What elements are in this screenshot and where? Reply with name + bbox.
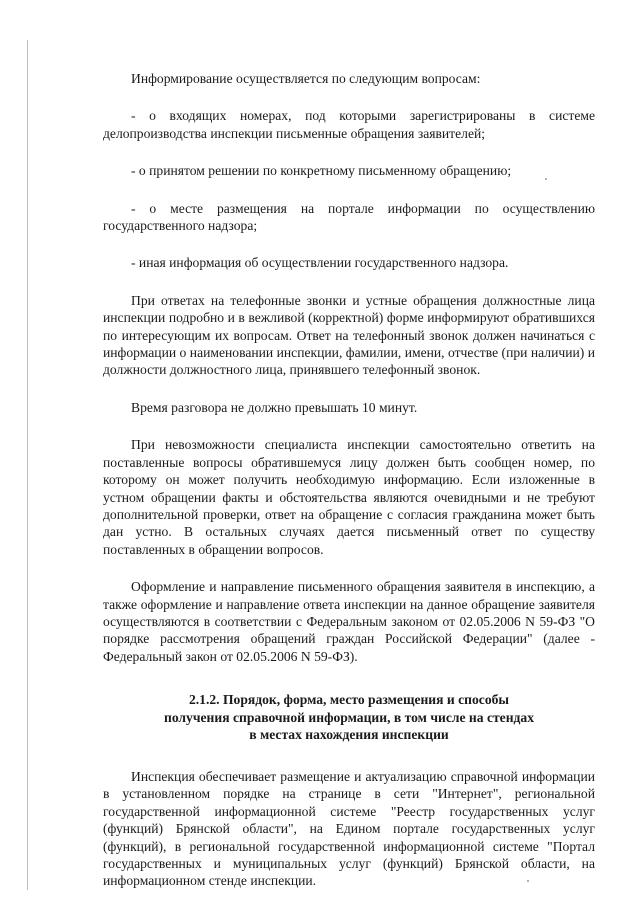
paragraph: Оформление и направление письменного обращения заявителя в инспекцию, а также оформление и направление ответа инспекции на данное обращение заявителя осуществляются в соответствии с Федеральным законом от 02.05.2006 N 59-ФЗ "О порядке рассмотрения обращений граждан Российской Федерации" (далее - Федеральный закон от 02.05.2006 N 59-ФЗ). (103, 579, 595, 664)
paragraph: - о входящих номерах, под которыми зарегистрированы в системе делопроизводства инспекции письменные обращения заявителей; (103, 108, 595, 141)
paragraph: - о месте размещения на портале информации по осуществлению государственного надзора; (103, 200, 595, 234)
section-heading-line: в местах нахождения инспекции (249, 727, 449, 743)
scan-speck (545, 178, 547, 180)
section-heading (103, 691, 595, 744)
scan-margin-line (27, 40, 28, 890)
paragraph: Информирование осуществляется по следующим вопросам: (131, 71, 481, 86)
section-heading-line: 2.1.2. Порядок, форма, место размещения и способы (188, 692, 510, 708)
paragraph: - о принятом решении по конкретному письменному обращению; (131, 163, 512, 179)
paragraph: - иная информация об осуществлении государственного надзора. (131, 255, 509, 271)
scan-speck (527, 880, 529, 882)
paragraph: Инспекция обеспечивает размещение и актуализацию справочной информации в установленном порядке на странице в сети "Интернет", региональной государственной информационной системе "Реестр государственных услуг (функций) Брянской области", на Едином портале государственных услуг (функций), в региональной государственной информационной системе "Портал государственных и муниципальных услуг (функций) Брянской области, на информационном стенде инспекции. (103, 768, 595, 889)
paragraph: Время разговора не должно превышать 10 минут. (131, 399, 418, 415)
section-heading-line: получения справочной информации, в том числе на стендах (163, 709, 534, 725)
paragraph: При ответах на телефонные звонки и устные обращения должностные лица инспекции подробно и в вежливой (корректной) форме информируют обратившихся по интересующим их вопросам. Ответ на телефонный звонок должен начинаться с информации о наименовании инспекции, фамилии, имени, отчестве (при наличии) и должности должностного лица, принявшего телефонный звонок. (103, 292, 595, 378)
paragraph: При невозможности специалиста инспекции самостоятельно ответить на поставленные вопросы обратившемуся лицу должен быть сообщен номер, по которому он может получить необходимую информацию. Если изложенные в устном обращении факты и обстоятельства являются очевидными и не требуют дополнительной проверки, ответ на обращение с согласия гражданина может быть дан устно. В остальных случаях дается письменный ответ по существу поставленных в обращении вопросов. (103, 437, 595, 557)
document-body (103, 70, 595, 910)
